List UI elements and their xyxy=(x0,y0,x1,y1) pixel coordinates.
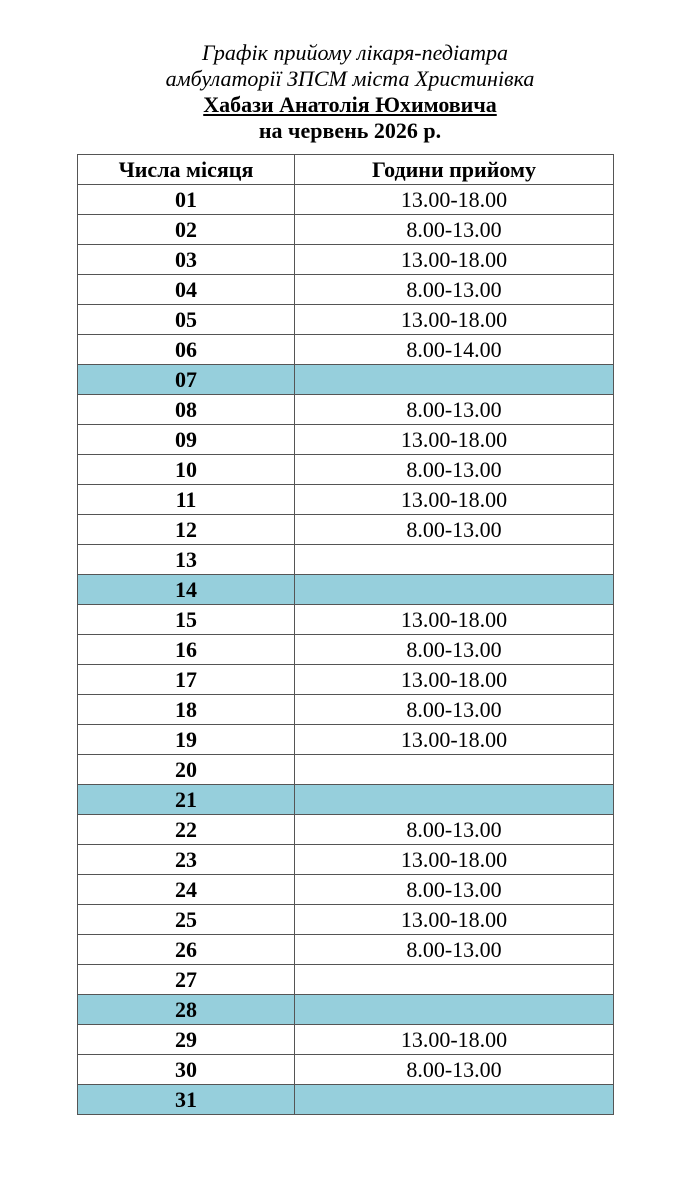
table-row xyxy=(78,695,614,725)
reception-hours-cell: 8.00-14.00 xyxy=(295,335,614,365)
table-row xyxy=(78,305,614,335)
day-number-cell: 06 xyxy=(78,335,295,365)
table-row xyxy=(78,815,614,845)
day-number-cell: 28 xyxy=(78,995,295,1025)
reception-hours-cell xyxy=(295,365,614,395)
doctor-name: Хабази Анатолія Юхимовича xyxy=(203,92,497,117)
reception-hours-cell xyxy=(295,1085,614,1115)
clinic-name: амбулаторії ЗПСМ міста Христинівка xyxy=(165,66,535,91)
day-number-cell: 17 xyxy=(78,665,295,695)
day-number-cell: 09 xyxy=(78,425,295,455)
table-row xyxy=(78,515,614,545)
document-header xyxy=(0,40,700,144)
table-header-row xyxy=(78,155,614,185)
table-row xyxy=(78,485,614,515)
day-number-cell: 08 xyxy=(78,395,295,425)
day-number-cell: 15 xyxy=(78,605,295,635)
day-number-cell: 14 xyxy=(78,575,295,605)
schedule-table-body xyxy=(78,185,614,1115)
day-number-cell: 11 xyxy=(78,485,295,515)
day-number-cell: 18 xyxy=(78,695,295,725)
table-row xyxy=(78,275,614,305)
day-number-cell: 19 xyxy=(78,725,295,755)
reception-hours-cell: 8.00-13.00 xyxy=(295,215,614,245)
table-row xyxy=(78,605,614,635)
day-number-cell: 03 xyxy=(78,245,295,275)
table-row xyxy=(78,755,614,785)
day-number-cell: 07 xyxy=(78,365,295,395)
reception-hours-cell: 8.00-13.00 xyxy=(295,455,614,485)
day-number-cell: 30 xyxy=(78,1055,295,1085)
reception-hours-cell xyxy=(295,545,614,575)
reception-hours-cell xyxy=(295,755,614,785)
table-row xyxy=(78,245,614,275)
reception-hours-cell: 8.00-13.00 xyxy=(295,935,614,965)
table-row-day-off xyxy=(78,575,614,605)
schedule-table xyxy=(77,154,614,1115)
column-header-hours: Години прийому xyxy=(295,155,614,185)
table-row-day-off xyxy=(78,785,614,815)
table-row xyxy=(78,905,614,935)
day-number-cell: 16 xyxy=(78,635,295,665)
reception-hours-cell: 8.00-13.00 xyxy=(295,695,614,725)
reception-hours-cell: 13.00-18.00 xyxy=(295,845,614,875)
table-row xyxy=(78,425,614,455)
reception-hours-cell: 13.00-18.00 xyxy=(295,245,614,275)
reception-hours-cell: 13.00-18.00 xyxy=(295,905,614,935)
day-number-cell: 13 xyxy=(78,545,295,575)
reception-hours-cell xyxy=(295,965,614,995)
day-number-cell: 20 xyxy=(78,755,295,785)
table-row xyxy=(78,965,614,995)
day-number-cell: 04 xyxy=(78,275,295,305)
day-number-cell: 10 xyxy=(78,455,295,485)
reception-hours-cell: 13.00-18.00 xyxy=(295,305,614,335)
reception-hours-cell: 13.00-18.00 xyxy=(295,1025,614,1055)
reception-hours-cell: 8.00-13.00 xyxy=(295,635,614,665)
table-row xyxy=(78,845,614,875)
day-number-cell: 22 xyxy=(78,815,295,845)
table-row xyxy=(78,215,614,245)
table-row xyxy=(78,635,614,665)
reception-hours-cell: 13.00-18.00 xyxy=(295,605,614,635)
reception-hours-cell: 13.00-18.00 xyxy=(295,425,614,455)
day-number-cell: 01 xyxy=(78,185,295,215)
day-number-cell: 23 xyxy=(78,845,295,875)
day-number-cell: 12 xyxy=(78,515,295,545)
table-row xyxy=(78,935,614,965)
day-number-cell: 27 xyxy=(78,965,295,995)
reception-hours-cell xyxy=(295,995,614,1025)
table-row xyxy=(78,335,614,365)
reception-hours-cell: 13.00-18.00 xyxy=(295,485,614,515)
table-row xyxy=(78,395,614,425)
column-header-day: Числа місяця xyxy=(78,155,295,185)
reception-hours-cell: 13.00-18.00 xyxy=(295,665,614,695)
reception-hours-cell: 8.00-13.00 xyxy=(295,815,614,845)
table-row xyxy=(78,545,614,575)
table-row xyxy=(78,665,614,695)
reception-hours-cell: 13.00-18.00 xyxy=(295,185,614,215)
day-number-cell: 31 xyxy=(78,1085,295,1115)
reception-hours-cell: 8.00-13.00 xyxy=(295,875,614,905)
table-row xyxy=(78,725,614,755)
table-row-day-off xyxy=(78,365,614,395)
table-row xyxy=(78,1055,614,1085)
reception-hours-cell xyxy=(295,575,614,605)
reception-hours-cell xyxy=(295,785,614,815)
day-number-cell: 25 xyxy=(78,905,295,935)
reception-hours-cell: 8.00-13.00 xyxy=(295,395,614,425)
reception-hours-cell: 8.00-13.00 xyxy=(295,1055,614,1085)
reception-hours-cell: 13.00-18.00 xyxy=(295,725,614,755)
table-row xyxy=(78,1025,614,1055)
table-row-day-off xyxy=(78,1085,614,1115)
day-number-cell: 05 xyxy=(78,305,295,335)
day-number-cell: 02 xyxy=(78,215,295,245)
table-row xyxy=(78,185,614,215)
day-number-cell: 24 xyxy=(78,875,295,905)
table-row-day-off xyxy=(78,995,614,1025)
schedule-period: на червень 2026 р. xyxy=(258,118,442,143)
day-number-cell: 29 xyxy=(78,1025,295,1055)
day-number-cell: 26 xyxy=(78,935,295,965)
table-row xyxy=(78,875,614,905)
day-number-cell: 21 xyxy=(78,785,295,815)
table-row xyxy=(78,455,614,485)
reception-hours-cell: 8.00-13.00 xyxy=(295,515,614,545)
schedule-title: Графік прийому лікаря-педіатра xyxy=(202,40,508,65)
reception-hours-cell: 8.00-13.00 xyxy=(295,275,614,305)
